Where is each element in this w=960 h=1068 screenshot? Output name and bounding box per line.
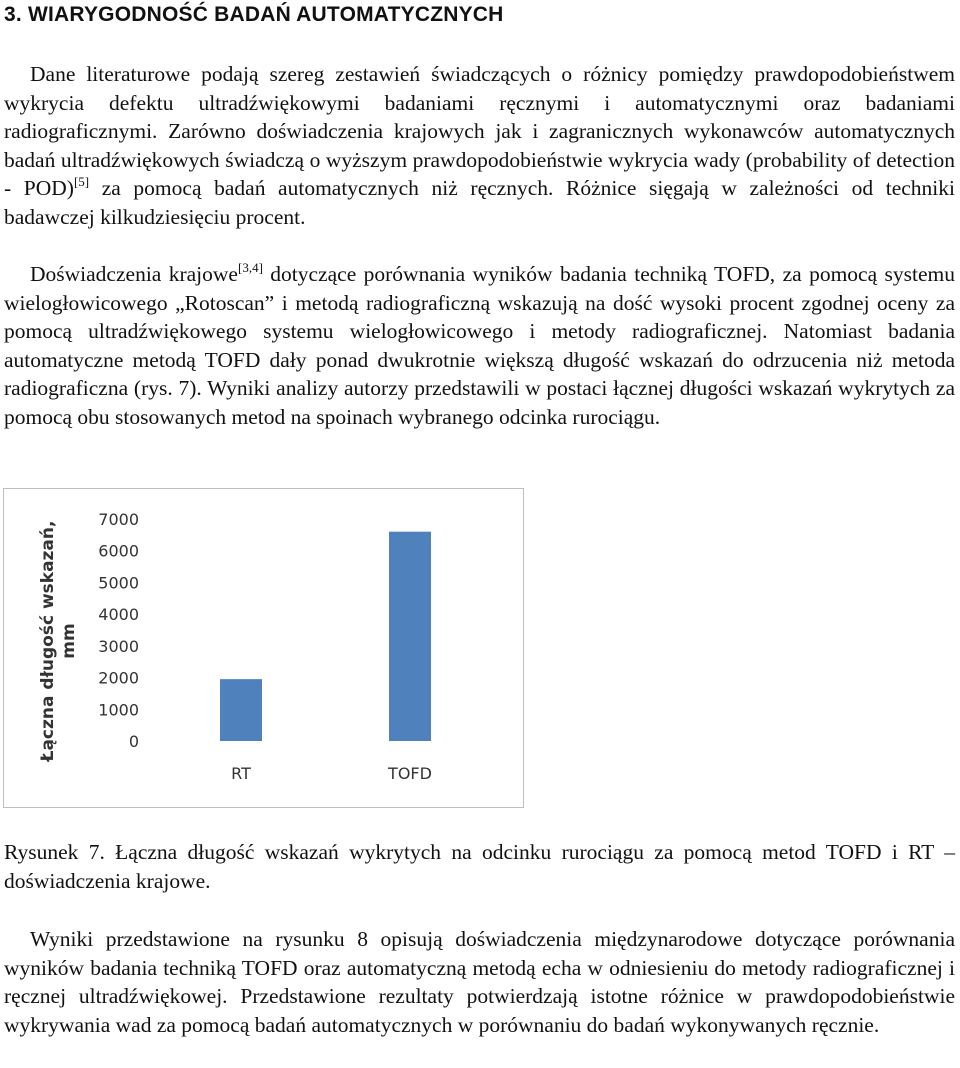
x-category-label-tofd: TOFD xyxy=(388,764,432,783)
y-axis-ticks xyxy=(98,510,139,751)
y-tick-label: 5000 xyxy=(98,573,139,593)
bar-tofd xyxy=(389,532,431,741)
citation-ref-3-4: [3,4] xyxy=(237,260,263,275)
x-axis-labels xyxy=(231,764,432,783)
y-tick-label: 0 xyxy=(128,732,139,751)
y-tick-label: 6000 xyxy=(98,541,139,561)
bars-group xyxy=(220,532,431,741)
y-tick-label: 3000 xyxy=(98,636,139,656)
paragraph-1-text-b: za pomocą badań automatycznych niż ręcznych. Różnice sięgają w zależności od techniki badawczej kilkudziesięciu procent. xyxy=(4,176,955,229)
y-axis-title xyxy=(38,521,79,763)
paragraph-3: Wyniki przedstawione na rysunku 8 opisują doświadczenia międzynarodowe dotyczące porównania wyników badania techniką TOFD oraz automatyczną metodą echa w odniesieniu do metody radiograficznej i ręcznej ultradźwiękowej. Przedstawione rezultaty potwierdzają istotne różnice w prawdopodobieństwie wykrywania wad za pomocą badań automatycznych w porównaniu do badań wykonywanych ręcznie. xyxy=(4,927,955,1037)
y-tick-label: 2000 xyxy=(98,668,139,688)
y-tick-label: 1000 xyxy=(98,700,139,720)
x-category-label-rt: RT xyxy=(231,764,251,783)
paragraph-2-text-b: dotyczące porównania wyników badania techniką TOFD, za pomocą systemu wielogłowicowego „Rotoscan” i metodą radiograficzną wskazują na dość wysoki procent zgodnej oceny za pomocą ultradźwiękowego systemu wielogłowicowego i metody radiograficznej. Natomiast badania automatyczne metodą TOFD dały ponad dwukrotnie większą długość wskazań do odrzucenia niż metoda radiograficzna (rys. 7). Wyniki analizy autorzy przedstawili w postaci łącznej długości wskazań wykrytych za pomocą obu stosowanych metod na spoinach wybranego odcinka rurociągu. xyxy=(4,262,956,429)
bar-rt xyxy=(220,679,262,741)
y-tick-label: 7000 xyxy=(98,510,139,529)
figure-7-caption: Rysunek 7. Łączna długość wskazań wykrytych na odcinku rurociągu za pomocą metod TOFD i RT – doświadczenia krajowe. xyxy=(4,840,955,893)
paragraph-1-text-a: Dane literaturowe podają szereg zestawień świadczących o różnicy pomiędzy prawdopodobieństwem wykrycia defektu ultradźwiękowymi badaniami ręcznymi i automatycznymi oraz badaniami radiograficznymi. Zarówno doświadczenia krajowych jak i zagranicznych wykonawców automatycznych badań ultradźwiękowych świadczą o wyższym prawdopodobieństwie wykrycia wady (probability of detection - POD) xyxy=(4,62,955,201)
paragraph-1 xyxy=(4,60,955,232)
paragraph-2-text-a: Doświadczenia krajowe xyxy=(30,262,238,286)
paragraph-2 xyxy=(4,260,955,432)
y-tick-label: 4000 xyxy=(98,605,139,625)
bar-chart-figure-7 xyxy=(3,488,524,808)
y-axis-title-line-1: Łączna długość wskazań, xyxy=(38,520,58,762)
y-axis-title-line-2: mm xyxy=(59,623,79,659)
bar-chart-svg xyxy=(4,489,523,807)
section-heading: 3. WIARYGODNOŚĆ BADAŃ AUTOMATYCZNYCH xyxy=(4,3,504,26)
citation-ref-5: [5] xyxy=(73,174,90,190)
